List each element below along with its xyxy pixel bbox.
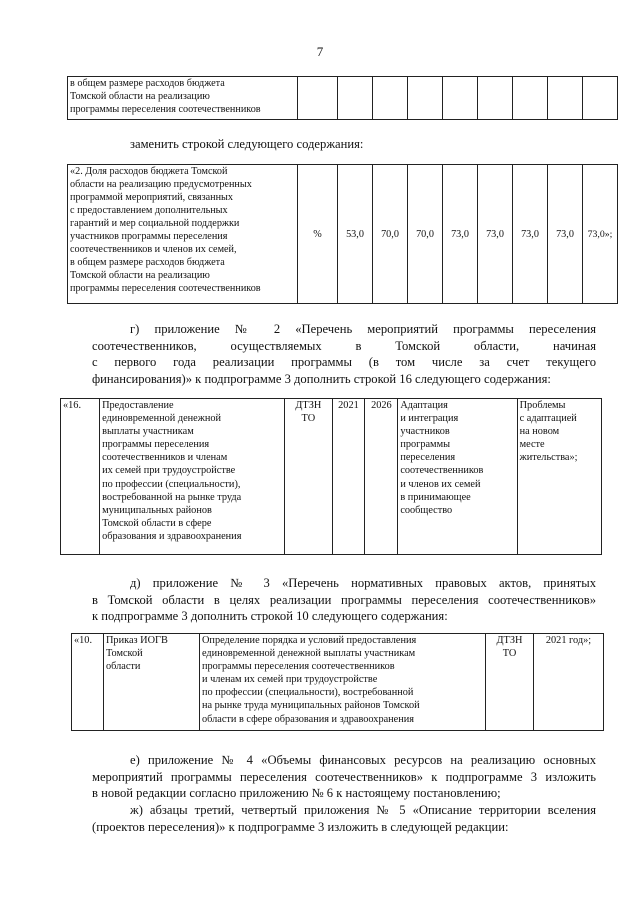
empty-cell (298, 77, 338, 120)
empty-cell (513, 77, 548, 120)
text-line: финансирования)» к подпрограмме 3 дополнить строкой 16 следующего содержания: (92, 371, 551, 386)
value-cell: 73,0 (513, 165, 548, 304)
paragraph-d (92, 575, 596, 625)
act-type-cell: Приказ ИОГВ Томской области (104, 634, 200, 731)
text-line: ж) абзацы третий, четвертый приложения № 5 «Описание территории вселения (130, 803, 596, 817)
empty-cell (338, 77, 373, 120)
act-content-cell: Определение порядка и условий предоставления единовременной денежной выплаты участникам программы переселения соотечественников и членам их семей при трудоустройстве по профессии (специальности), востребованной на рынке труда муниципальных районов Томской области в сфере образования и здравоохранения (200, 634, 486, 731)
measures-table (60, 398, 602, 555)
risk-cell: Проблемы с адаптацией на новом месте жительства»; (517, 399, 601, 555)
executor-cell: ДТЗН ТО (486, 634, 534, 731)
executor-cell: ДТЗН ТО (285, 399, 332, 555)
row-number-cell: «16. (61, 399, 100, 555)
text-line: г) приложение № 2 «Перечень мероприятий программы переселения (130, 322, 596, 336)
text-line: в новой редакции согласно приложению № 6 к настоящему постановлению; (92, 786, 501, 800)
value-cell: 73,0 (548, 165, 583, 304)
empty-cell (548, 77, 583, 120)
empty-cell (408, 77, 443, 120)
measure-name-cell: Предоставление единовременной денежной выплаты участникам программы переселения соотечественников и членам их семей при трудоустройстве по профессии (специальности), востребованной на рынке труда муниципальных районов Томской области в сфере образования и здравоохранения (100, 399, 285, 555)
value-cell: 70,0 (373, 165, 408, 304)
text-line: д) приложение № 3 «Перечень нормативных правовых актов, принятых (130, 576, 596, 590)
paragraph-g (92, 321, 596, 387)
legal-acts-table (71, 633, 604, 731)
text-line: в Томской области в целях реализации программы переселения соотечественников» (92, 592, 596, 607)
indicator-table-top (67, 76, 618, 120)
value-cell: 73,0 (443, 165, 478, 304)
paragraph-e (92, 752, 596, 802)
indicator-label-cell: в общем размере расходов бюджета Томской области на реализацию программы переселения соотечественников (68, 77, 298, 120)
text-line: с первого года реализации программы (в том числе за счет текущего (92, 355, 596, 369)
empty-cell (478, 77, 513, 120)
indicator-table (67, 164, 618, 304)
indicator-label-cell: «2. Доля расходов бюджета Томской области на реализацию предусмотренных программой мероприятий, связанных с предоставлением дополнительных гарантий и мер социальной поддержки участников программы переселения соотечественников и членов их семей, в общем размере расходов бюджета Томской области на реализацию программы переселения соотечественников (68, 165, 298, 304)
paragraph-zh (92, 802, 596, 835)
year-start-cell: 2021 (332, 399, 365, 555)
unit-cell: % (298, 165, 338, 304)
value-cell: 53,0 (338, 165, 373, 304)
text-line: мероприятий программы переселения соотечественников» к подпрограмме 3 изложить (92, 769, 596, 784)
value-cell: 73,0 (478, 165, 513, 304)
empty-cell (583, 77, 618, 120)
empty-cell (373, 77, 408, 120)
text-line: (проектов переселения)» к подпрограмме 3 изложить в следующей редакции: (92, 819, 509, 834)
row-number-cell: «10. (72, 634, 104, 731)
empty-cell (443, 77, 478, 120)
year-end-cell: 2026 (365, 399, 398, 555)
expected-result-cell: Адаптация и интеграция участников программы переселения соотечественников и членов их семей в принимающее сообщество (398, 399, 517, 555)
value-cell: 70,0 (408, 165, 443, 304)
value-cell: 73,0»; (583, 165, 618, 304)
text-line: к подпрограмме 3 дополнить строкой 10 следующего содержания: (92, 609, 448, 623)
text-line: соотечественников, осуществляемых в Томской области, начиная (92, 338, 596, 353)
page-number: 7 (316, 44, 324, 59)
term-cell: 2021 год»; (534, 634, 604, 731)
text-line: е) приложение № 4 «Объемы финансовых ресурсов на реализацию основных (130, 753, 596, 767)
replace-instruction: заменить строкой следующего содержания: (130, 137, 364, 151)
